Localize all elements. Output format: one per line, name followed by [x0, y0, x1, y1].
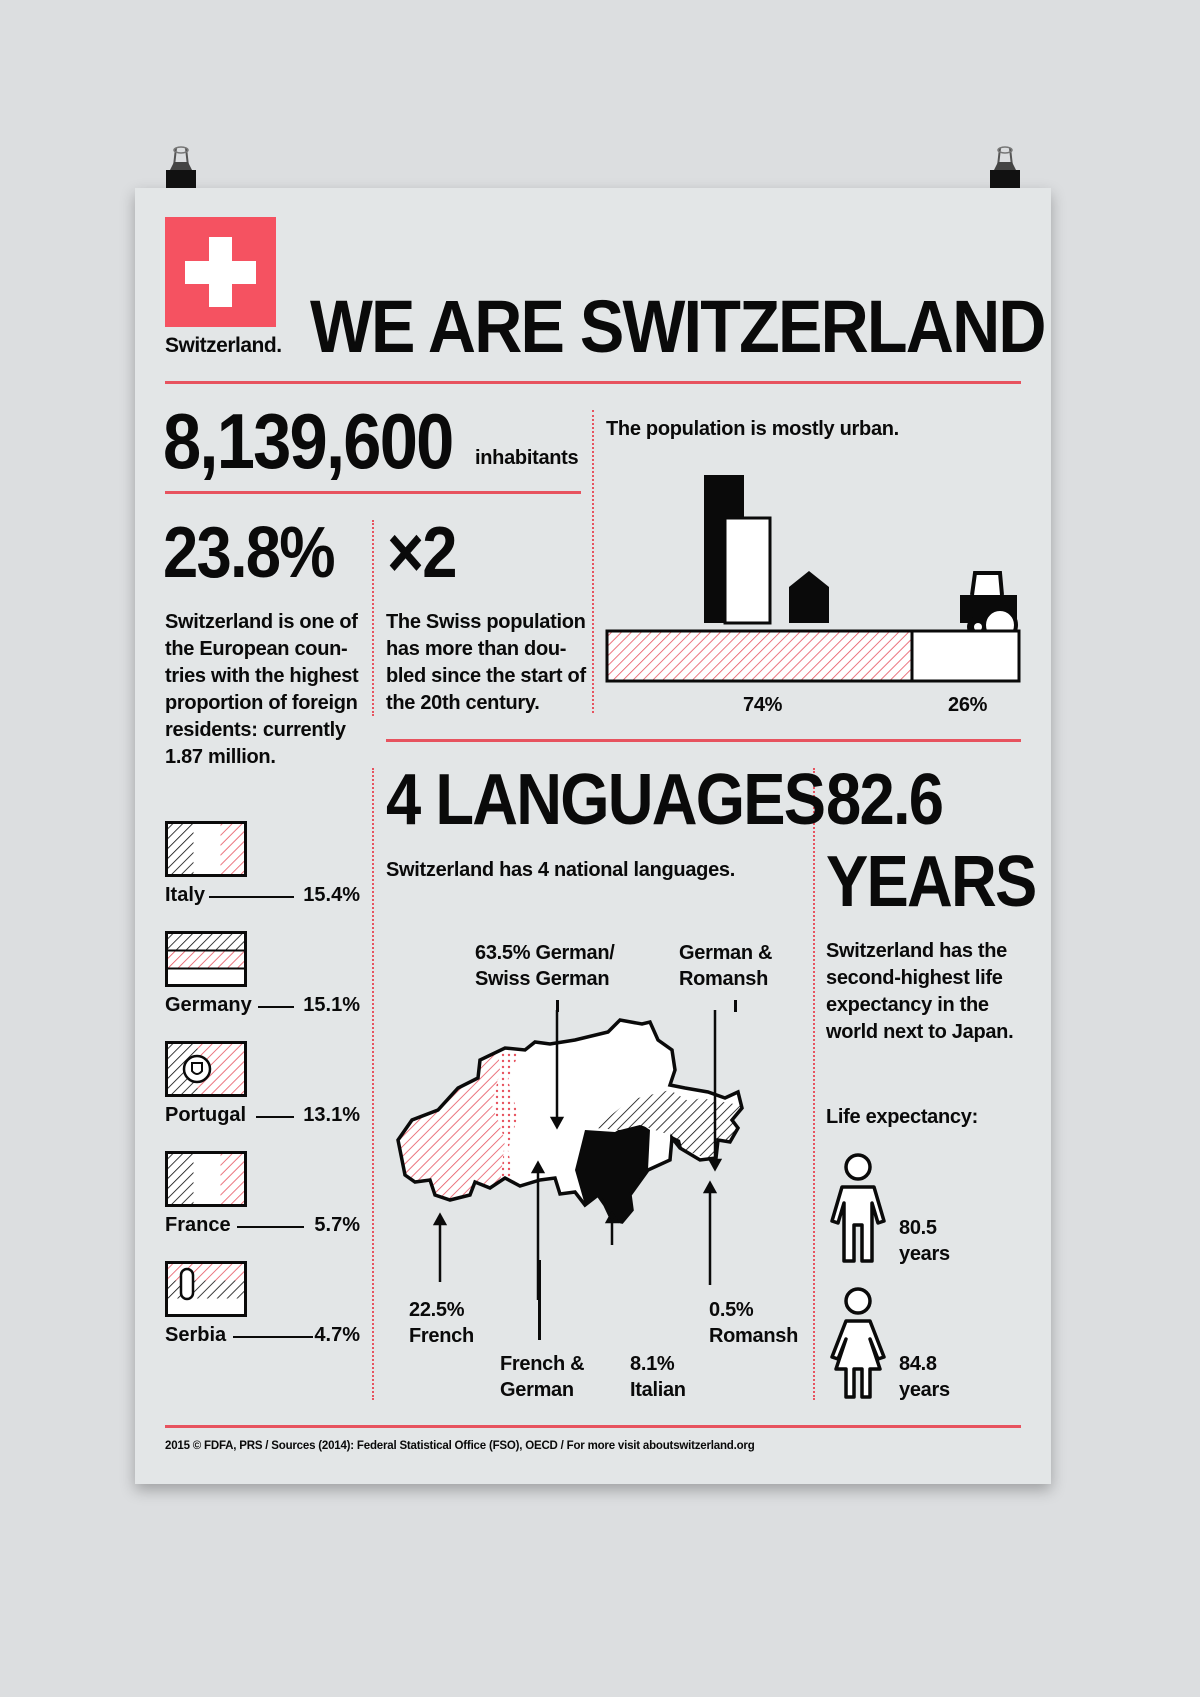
urban-share-bar	[607, 631, 912, 681]
italy-flag-icon	[165, 821, 247, 877]
binder-clip-icon	[164, 146, 198, 198]
label-french: 22.5% French	[409, 1299, 474, 1347]
life-expectancy-label: Life expectancy:	[826, 1106, 978, 1128]
leader-line	[209, 896, 294, 898]
arrow-line	[556, 1000, 559, 1012]
arrow-line	[538, 1260, 541, 1340]
female-life-expectancy: 84.8 years	[899, 1353, 950, 1401]
male-life-expectancy: 80.5 years	[899, 1217, 950, 1265]
divider	[386, 739, 1021, 742]
foreign-value: 23.8%	[163, 513, 334, 593]
building-icon	[725, 518, 770, 623]
brand-name: Switzerland.	[165, 334, 282, 357]
label-french-german: French & German	[500, 1353, 585, 1401]
column-separator	[813, 768, 815, 1400]
urban-rural-graphic	[600, 465, 1025, 690]
country-percent: 5.7%	[314, 1214, 360, 1236]
foreign-text: Switzerland is one of the European coun- tries with the highest proportion of foreign residents: currently 1.87 million.	[165, 611, 359, 768]
country-name: Portugal	[165, 1104, 247, 1126]
life-value: 82.6	[826, 760, 943, 840]
country-row-france	[165, 1214, 360, 1240]
urban-percent: 74%	[743, 694, 783, 716]
population-unit: inhabitants	[475, 447, 579, 469]
country-percent: 13.1%	[303, 1104, 360, 1126]
divider	[165, 491, 581, 494]
germany-flag-icon	[165, 931, 247, 987]
country-name: Italy	[165, 884, 206, 906]
growth-text: The Swiss population has more than dou- bled since the start of the 20th century.	[386, 611, 586, 714]
binder-clip-icon	[988, 146, 1022, 198]
label-romansh: 0.5% Romansh	[709, 1299, 799, 1347]
rural-percent: 26%	[948, 694, 988, 716]
life-unit: YEARS	[826, 842, 1036, 922]
divider	[165, 1425, 1021, 1428]
country-percent: 15.4%	[303, 884, 360, 906]
languages-subtitle: Switzerland has 4 national languages.	[386, 859, 735, 881]
arrow-line	[734, 1000, 737, 1012]
country-percent: 15.1%	[303, 994, 360, 1016]
label-german: 63.5% German/ Swiss German	[475, 942, 615, 990]
country-row-serbia	[165, 1324, 360, 1350]
life-text: Switzerland has the second-highest life expectancy in the world next to Japan.	[826, 940, 1014, 1043]
languages-title: 4 LANGUAGES	[386, 760, 825, 840]
rural-share-bar	[912, 631, 1019, 681]
label-italian: 8.1% Italian	[630, 1353, 686, 1401]
column-separator	[372, 520, 374, 716]
page-title: WE ARE SWITZERLAND	[310, 285, 1045, 368]
column-separator	[372, 768, 374, 1400]
country-row-portugal	[165, 1104, 360, 1130]
footer-credits: 2015 © FDFA, PRS / Sources (2014): Federal Statistical Office (FSO), OECD / For more visit aboutswitzerland.org	[165, 1440, 755, 1452]
leader-line	[258, 1006, 294, 1008]
leader-line	[237, 1226, 304, 1228]
switzerland-language-map	[380, 1010, 805, 1300]
serbia-flag-icon	[165, 1261, 247, 1317]
label-german-romansh: German & Romansh	[679, 942, 773, 990]
growth-value: ×2	[387, 513, 456, 593]
male-figure-icon	[826, 1153, 892, 1265]
divider	[165, 381, 1021, 384]
urban-heading: The population is mostly urban.	[606, 418, 899, 440]
country-row-italy	[165, 884, 360, 910]
leader-line	[233, 1336, 313, 1338]
france-flag-icon	[165, 1151, 247, 1207]
swiss-flag-icon	[165, 217, 276, 327]
country-row-germany	[165, 994, 360, 1020]
country-percent: 4.7%	[314, 1324, 360, 1346]
female-figure-icon	[826, 1287, 892, 1402]
house-icon	[789, 571, 829, 623]
leader-line	[256, 1116, 294, 1118]
population-value: 8,139,600	[163, 397, 453, 485]
country-name: France	[165, 1214, 231, 1236]
portugal-flag-icon	[165, 1041, 247, 1097]
country-name: Germany	[165, 994, 252, 1016]
country-name: Serbia	[165, 1324, 227, 1346]
